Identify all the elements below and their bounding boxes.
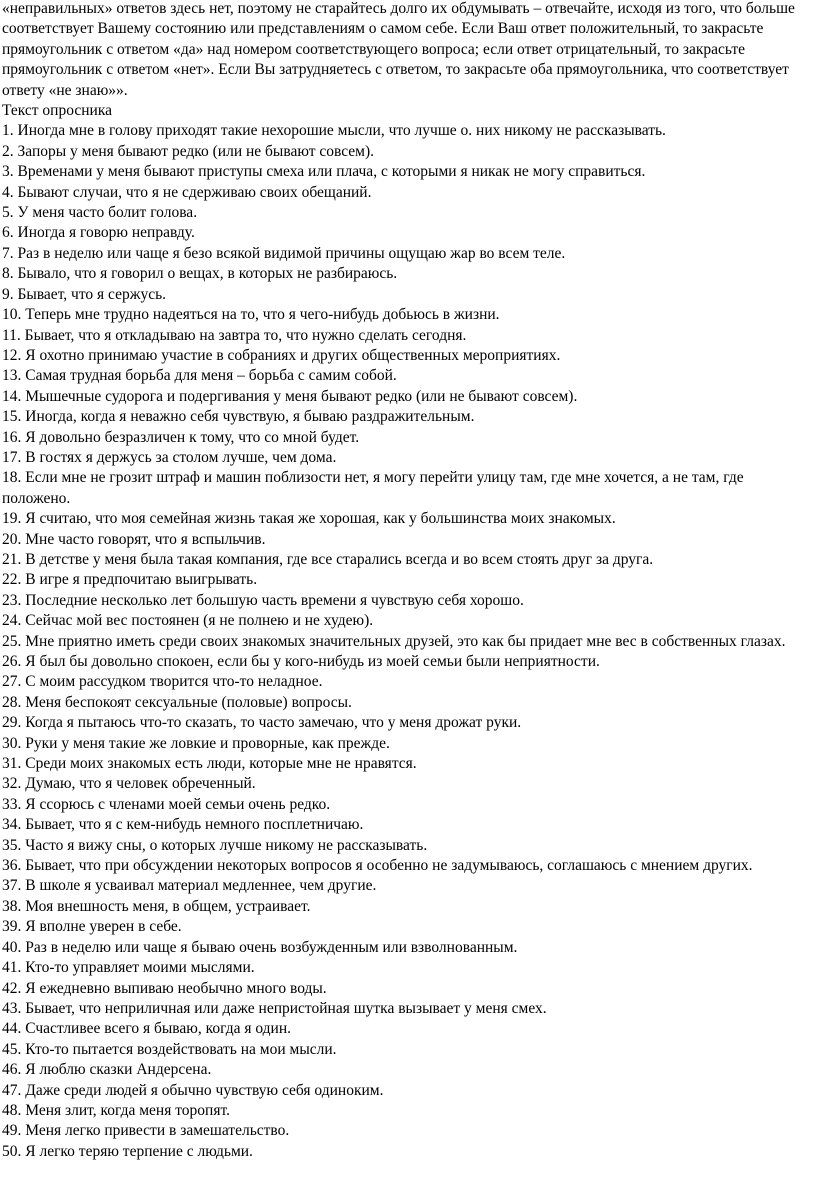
question-item: 11. Бывает, что я откладываю на завтра то, что нужно сделать сегодня.	[2, 326, 467, 344]
question-item: 50. Я легко теряю терпение с людьми.	[2, 1142, 253, 1160]
question-item: 14. Мышечные судорога и подергивания у меня бывают редко (или не бывают совсем).	[2, 387, 578, 405]
question-item: 20. Мне часто говорят, что я вспыльчив.	[2, 530, 266, 548]
question-item: 46. Я люблю сказки Андерсена.	[2, 1061, 212, 1079]
question-item: 4. Бывают случаи, что я не сдерживаю своих обещаний.	[2, 183, 372, 201]
question-item: 19. Я считаю, что моя семейная жизнь такая же хорошая, как у большинства моих знакомых.	[2, 510, 616, 528]
question-item: 17. В гостях я держусь за столом лучше, чем дома.	[2, 448, 337, 466]
question-item: 8. Бывало, что я говорил о вещах, в которых не разбираюсь.	[2, 265, 398, 283]
intro-paragraph: «неправильных» ответов здесь нет, поэтому не старайтесь долго их обдумывать – отвечайте, исходя из того, что больше соответствует Вашему состоянию или представлениям о самом себе. Если Ваш ответ положительный, то закрасьте прямоугольник с ответом «да» над номером соответствующего вопроса; если ответ отрицательный, то закрасьте прямоугольник с ответом «нет». Если Вы затрудняетесь с ответом, то закрасьте оба прямоугольника, что соответствует ответу «не знаю»».	[2, 0, 795, 99]
question-item: 33. Я ссорюсь с членами моей семьи очень редко.	[2, 795, 331, 813]
question-item: 43. Бывает, что неприличная или даже непристойная шутка вызывает у меня смех.	[2, 999, 547, 1017]
question-item: 35. Часто я вижу сны, о которых лучше никому не рассказывать.	[2, 836, 428, 854]
question-item: 42. Я ежедневно выпиваю необычно много воды.	[2, 979, 327, 997]
question-item: 1. Иногда мне в голову приходят такие нехорошие мысли, что лучше о. них никому не рассказывать.	[2, 122, 666, 140]
question-item: 32. Думаю, что я человек обреченный.	[2, 775, 256, 793]
question-item: 16. Я довольно безразличен к тому, что со мной будет.	[2, 428, 360, 446]
question-item: 34. Бывает, что я с кем-нибудь немного посплетничаю.	[2, 816, 364, 834]
section-title: Текст опросника	[2, 102, 113, 120]
question-item: 6. Иногда я говорю неправду.	[2, 224, 195, 242]
question-item: 9. Бывает, что я сержусь.	[2, 285, 167, 303]
question-item: 47. Даже среди людей я обычно чувствую себя одиноким.	[2, 1081, 384, 1099]
question-item: 2. Запоры у меня бывают редко (или не бывают совсем).	[2, 142, 375, 160]
question-item: 48. Меня злит, когда меня торопят.	[2, 1101, 230, 1119]
question-item: 13. Самая трудная борьба для меня – борьба с самим собой.	[2, 367, 397, 385]
question-item: 44. Счастливее всего я бываю, когда я один.	[2, 1020, 291, 1038]
question-item: 10. Теперь мне трудно надеяться на то, что я чего-нибудь добьюсь в жизни.	[2, 306, 500, 324]
question-item: 24. Сейчас мой вес постоянен (я не полнею и не худею).	[2, 612, 374, 630]
question-item: 18. Если мне не грозит штраф и машин поблизости нет, я могу перейти улицу там, где мне хочется, а не там, где положено.	[2, 469, 744, 507]
question-list	[2, 121, 806, 1162]
question-item: 39. Я вполне уверен в себе.	[2, 918, 182, 936]
question-item: 45. Кто-то пытается воздействовать на мои мысли.	[2, 1040, 337, 1058]
question-item: 3. Временами у меня бывают приступы смеха или плача, с которыми я никак не могу справиться.	[2, 163, 646, 181]
question-item: 30. Руки у меня такие же ловкие и проворные, как прежде.	[2, 734, 390, 752]
question-item: 15. Иногда, когда я неважно себя чувствую, я бываю раздражительным.	[2, 408, 475, 426]
question-item: 40. Раз в неделю или чаще я бываю очень возбужденным или взволнованным.	[2, 938, 518, 956]
question-item: 37. В школе я усваивал материал медленнее, чем другие.	[2, 877, 377, 895]
question-item: 38. Моя внешность меня, в общем, устраивает.	[2, 897, 311, 915]
question-item: 31. Среди моих знакомых есть люди, которые мне не нравятся.	[2, 755, 417, 773]
question-item: 7. Раз в неделю или чаще я безо всякой видимой причины ощущаю жар во всем теле.	[2, 244, 566, 262]
question-item: 21. В детстве у меня была такая компания, где все старались всегда и во всем стоять друг за друга.	[2, 550, 654, 568]
question-item: 5. У меня часто болит голова.	[2, 204, 198, 222]
question-item: 23. Последние несколько лет большую часть времени я чувствую себя хорошо.	[2, 591, 524, 609]
question-item: 28. Меня беспокоят сексуальные (половые) вопросы.	[2, 693, 352, 711]
question-item: 26. Я был бы довольно спокоен, если бы у кого-нибудь из моей семьи были неприятности.	[2, 653, 600, 670]
question-item: 25. Мне приятно иметь среди своих знакомых значительных друзей, это как бы придает мне вес в собственных глазах.	[2, 632, 786, 650]
question-item: 22. В игре я предпочитаю выигрывать.	[2, 571, 258, 589]
question-item: 29. Когда я пытаюсь что-то сказать, то часто замечаю, что у меня дрожат руки.	[2, 714, 522, 732]
question-item: 12. Я охотно принимаю участие в собраниях и других общественных мероприятиях.	[2, 346, 561, 364]
question-item: 27. С моим рассудком творится что-то неладное.	[2, 673, 323, 691]
question-item: 36. Бывает, что при обсуждении некоторых вопросов я особенно не задумываюсь, соглашаюсь с мнением других.	[2, 857, 753, 875]
question-item: 49. Меня легко привести в замешательство.	[2, 1122, 290, 1140]
question-item: 41. Кто-то управляет моими мыслями.	[2, 959, 255, 977]
